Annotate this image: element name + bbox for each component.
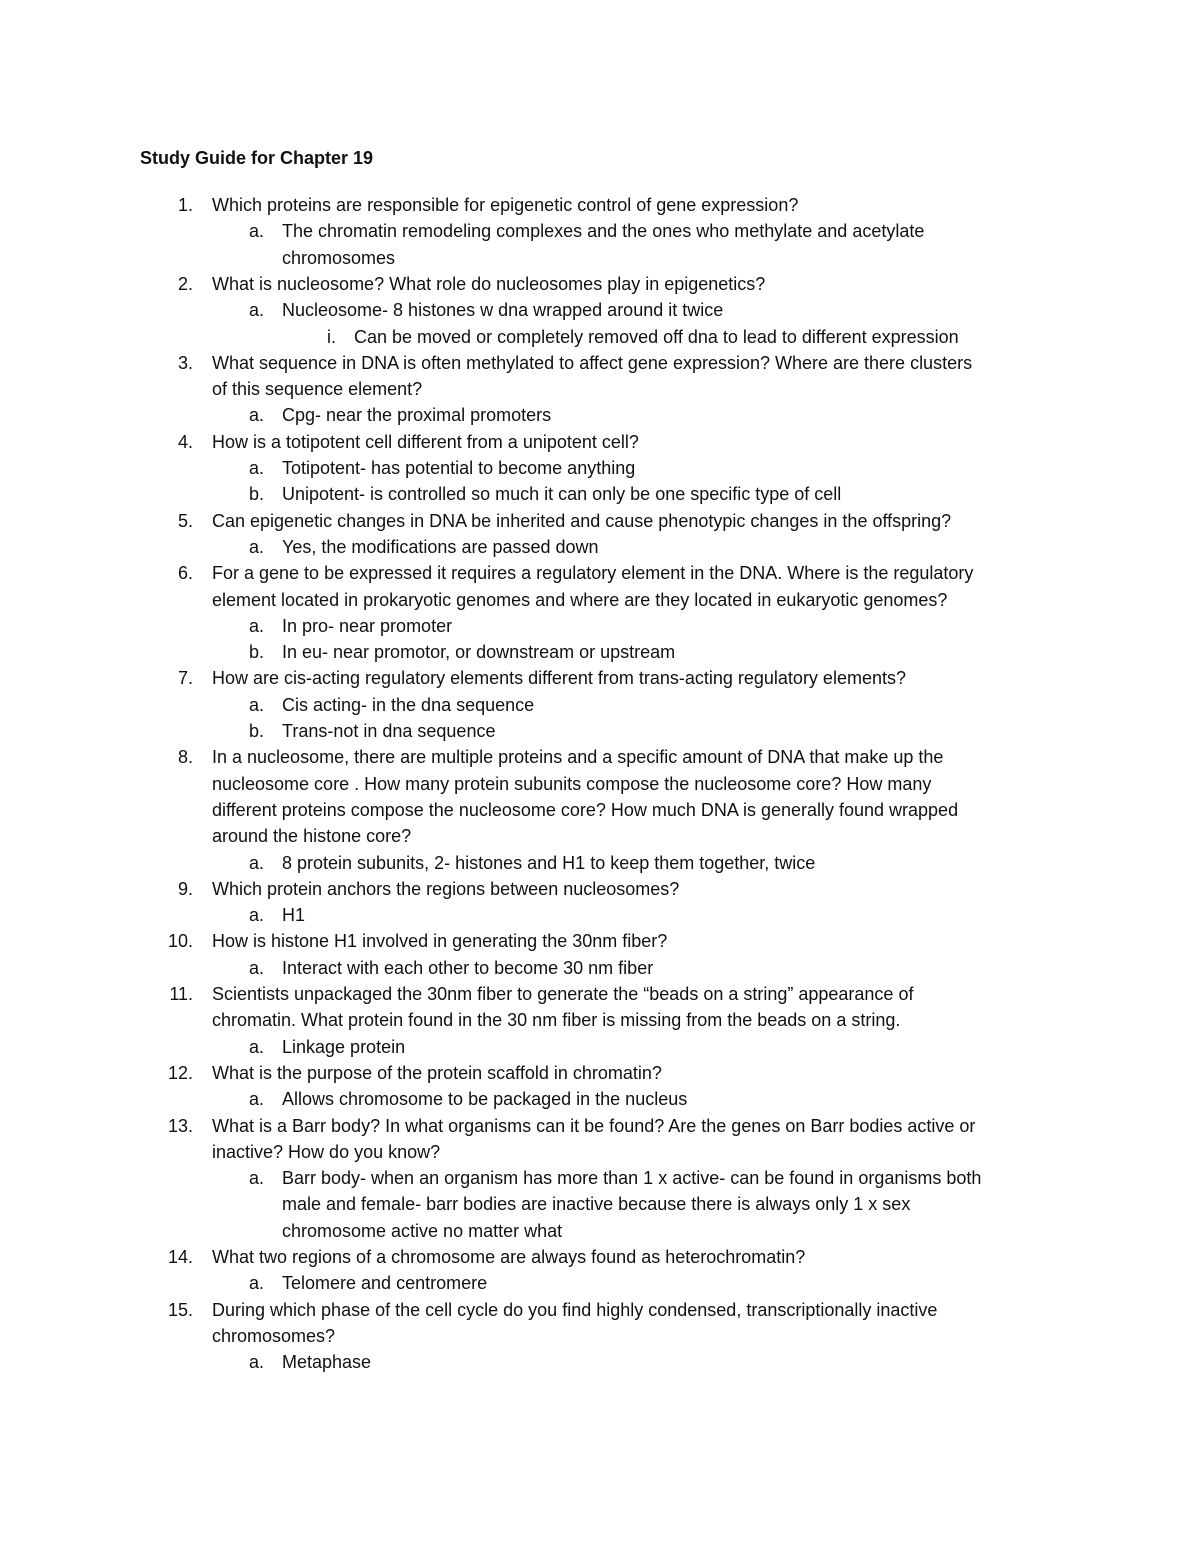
list-item-text: Unipotent- is controlled so much it can only be one specific type of cell <box>282 484 842 505</box>
list-item <box>0 692 1200 718</box>
list-item-continuation <box>0 797 1200 823</box>
list-item-text: Interact with each other to become 30 nm fiber <box>282 957 654 978</box>
list-item-text: chromosomes <box>282 247 396 268</box>
list-item-marker: a. <box>248 405 264 426</box>
list-item-text: How is histone H1 involved in generating the 30nm fiber? <box>212 931 668 952</box>
list-item-continuation <box>0 823 1200 849</box>
list-item-text: chromatin. What protein found in the 30 nm fiber is missing from the beads on a string. <box>212 1010 901 1031</box>
list-item-text: H1 <box>282 905 306 926</box>
list-item-marker: a. <box>248 1273 264 1294</box>
list-item <box>0 876 1200 902</box>
list-item-text: around the histone core? <box>212 826 412 847</box>
list-item <box>0 508 1200 534</box>
list-item-marker: a. <box>248 1036 264 1057</box>
list-item <box>0 1113 1200 1139</box>
list-item <box>0 850 1200 876</box>
list-item <box>0 324 1200 350</box>
list-item-continuation <box>0 1139 1200 1165</box>
list-item-continuation <box>0 771 1200 797</box>
list-item-continuation <box>0 245 1200 271</box>
list-item-text: During which phase of the cell cycle do you find highly condensed, transcriptionally inactive <box>212 1299 938 1320</box>
list-item-marker: 13. <box>167 1115 193 1136</box>
list-item <box>0 218 1200 244</box>
list-item-text: Linkage protein <box>282 1036 406 1057</box>
list-item-text: Cpg- near the proximal promoters <box>282 405 552 426</box>
list-item-marker: 1. <box>177 195 193 215</box>
list-item <box>0 613 1200 639</box>
list-item <box>0 192 1200 218</box>
list-item-marker: a. <box>248 300 264 321</box>
list-item-marker: 4. <box>177 431 193 452</box>
list-item-text: In pro- near promoter <box>282 615 453 636</box>
list-item-text: of this sequence element? <box>212 379 423 400</box>
document-title: Study Guide for Chapter 19 <box>140 148 374 168</box>
list-item-marker: a. <box>248 852 264 873</box>
list-item-marker: i. <box>327 326 336 347</box>
list-item-marker: b. <box>248 721 264 741</box>
list-item-marker: a. <box>248 905 264 926</box>
list-item <box>0 350 1200 376</box>
list-item-text: Metaphase <box>282 1352 372 1373</box>
list-item-continuation <box>0 1323 1200 1349</box>
list-item-marker: 11. <box>169 984 193 1004</box>
list-item-marker: b. <box>248 484 264 505</box>
list-item <box>0 665 1200 691</box>
list-item <box>0 455 1200 481</box>
list-item-text: inactive? How do you know? <box>212 1141 441 1162</box>
list-item-text: Barr body- when an organism has more than 1 x active- can be found in organisms both <box>282 1168 982 1189</box>
list-item-marker: a. <box>248 1168 264 1189</box>
list-item-marker: a. <box>248 1089 264 1110</box>
list-item-text: In a nucleosome, there are multiple proteins and a specific amount of DNA that make up the <box>212 747 944 768</box>
list-item <box>0 429 1200 455</box>
list-item-text: nucleosome core . How many protein subunits compose the nucleosome core? How many <box>212 773 932 794</box>
list-item-text: What two regions of a chromosome are always found as heterochromatin? <box>212 1247 806 1267</box>
list-item <box>0 534 1200 560</box>
list-item-marker: 2. <box>177 273 193 294</box>
list-item <box>0 1165 1200 1191</box>
list-item <box>0 955 1200 981</box>
list-item-text: What is nucleosome? What role do nucleosomes play in epigenetics? <box>212 273 766 294</box>
list-item <box>0 1244 1200 1270</box>
list-item-text: What is the purpose of the protein scaffold in chromatin? <box>212 1062 662 1083</box>
list-item-text: element located in prokaryotic genomes and where are they located in eukaryotic genomes? <box>212 589 948 610</box>
list-item <box>0 639 1200 665</box>
list-item-text: chromosome active no matter what <box>282 1220 563 1241</box>
list-item-text: Nucleosome- 8 histones w dna wrapped around it twice <box>282 300 724 321</box>
list-item-continuation <box>0 587 1200 613</box>
list-item-marker: 15. <box>167 1299 193 1320</box>
list-item-text: Can epigenetic changes in DNA be inherited and cause phenotypic changes in the offspring? <box>212 510 952 531</box>
list-item-marker: a. <box>248 536 264 557</box>
list-item-marker: a. <box>248 694 264 715</box>
list-item-text: How is a totipotent cell different from a unipotent cell? <box>212 431 639 452</box>
list-item-marker: 6. <box>177 563 193 584</box>
list-item <box>0 718 1200 744</box>
list-item <box>0 271 1200 297</box>
list-item-marker: 9. <box>177 878 193 899</box>
list-item <box>0 928 1200 954</box>
list-item-marker: 14. <box>167 1247 193 1267</box>
list-item-text: Yes, the modifications are passed down <box>282 536 599 557</box>
list-item-marker: 3. <box>177 352 193 373</box>
list-item-text: Telomere and centromere <box>282 1273 488 1294</box>
list-item <box>0 1349 1200 1375</box>
list-item <box>0 981 1200 1007</box>
list-item-marker: a. <box>248 957 264 978</box>
list-item-continuation <box>0 1218 1200 1244</box>
list-item-text: What sequence in DNA is often methylated to affect gene expression? Where are there clusters <box>212 352 973 373</box>
list-item <box>0 1270 1200 1296</box>
list-item-text: In eu- near promotor, or downstream or upstream <box>282 642 676 663</box>
list-item <box>0 1086 1200 1112</box>
list-item-text: The chromatin remodeling complexes and the ones who methylate and acetylate <box>282 221 925 242</box>
list-item <box>0 1297 1200 1323</box>
list-item-text: Trans-not in dna sequence <box>282 721 496 741</box>
list-item-text: male and female- barr bodies are inactive because there is always only 1 x sex <box>282 1194 911 1215</box>
list-item-marker: a. <box>248 221 264 242</box>
list-item-continuation <box>0 1191 1200 1217</box>
list-item <box>0 902 1200 928</box>
list-item-text: 8 protein subunits, 2- histones and H1 to keep them together, twice <box>282 852 816 873</box>
list-item-text: Scientists unpackaged the 30nm fiber to generate the “beads on a string” appearance of <box>212 984 914 1004</box>
list-item <box>0 560 1200 586</box>
list-item-marker: 5. <box>177 510 193 531</box>
list-item-text: Allows chromosome to be packaged in the nucleus <box>282 1089 688 1110</box>
list-item-marker: 12. <box>167 1062 193 1083</box>
list-item-marker: a. <box>248 458 264 478</box>
list-item-marker: 10. <box>167 931 193 952</box>
list-item <box>0 481 1200 507</box>
list-item-text: Which protein anchors the regions between nucleosomes? <box>212 878 680 899</box>
list-item <box>0 402 1200 428</box>
list-item-marker: 8. <box>177 747 193 768</box>
list-item-marker: 7. <box>177 668 193 689</box>
list-item-text: How are cis-acting regulatory elements different from trans-acting regulatory elements? <box>212 668 906 689</box>
list-item <box>0 1060 1200 1086</box>
list-item-text: chromosomes? <box>212 1325 336 1346</box>
list-item-continuation <box>0 376 1200 402</box>
list-item-text: What is a Barr body? In what organisms can it be found? Are the genes on Barr bodies active or <box>212 1115 976 1136</box>
list-item-continuation <box>0 1007 1200 1033</box>
list-item-text: Totipotent- has potential to become anything <box>282 458 636 478</box>
list-item-text: Can be moved or completely removed off dna to lead to different expression <box>354 326 959 347</box>
list-item <box>0 1034 1200 1060</box>
list-item-marker: b. <box>248 642 264 663</box>
list-item-text: For a gene to be expressed it requires a regulatory element in the DNA. Where is the regulatory <box>212 563 974 584</box>
list-item-text: different proteins compose the nucleosome core? How much DNA is generally found wrapped <box>212 799 959 820</box>
list-item <box>0 297 1200 323</box>
list-item-marker: a. <box>248 1352 264 1373</box>
list-item-text: Cis acting- in the dna sequence <box>282 694 535 715</box>
list-item-text: Which proteins are responsible for epigenetic control of gene expression? <box>212 195 799 215</box>
list-item-marker: a. <box>248 615 264 636</box>
list-item <box>0 744 1200 770</box>
